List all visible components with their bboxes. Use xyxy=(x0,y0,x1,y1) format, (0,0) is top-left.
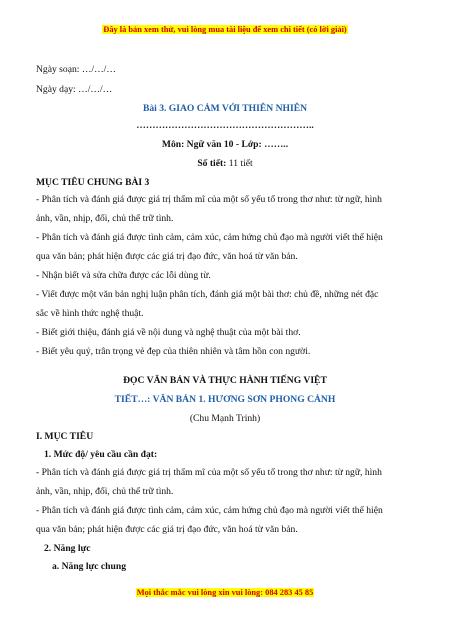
objective-line: - Biết yêu quý, trân trọng vẻ đẹp của thiên nhiên và tâm hồn con người. xyxy=(36,346,311,357)
objective-line: - Viết được một văn bản nghị luận phân tích, đánh giá một bài thơ: chủ đề, những nét đặc xyxy=(36,289,379,300)
objective-line: qua văn bản; phát hiện được các giá trị đạo đức, văn hoá từ văn bản. xyxy=(36,251,298,262)
competency-subheading: 2. Năng lực xyxy=(44,543,91,554)
preview-notice-text: Đây là bản xem thử, vui lòng mua tài liệu để xem chi tiết (có lời giải) xyxy=(103,25,347,34)
section-lesson: TIẾT…: VĂN BẢN 1. HƯƠNG SƠN PHONG CẢNH xyxy=(114,394,336,405)
objectives-heading: MỤC TIÊU CHUNG BÀI 3 xyxy=(36,177,150,188)
prep-date: Ngày soạn: …/…/… xyxy=(36,64,116,75)
objective-line: - Phân tích và đánh giá được tình cảm, cảm xúc, cảm hứng chủ đạo mà người viết thể hiện xyxy=(36,232,383,243)
contact-text: Mọi thắc mắc vui lòng xin vui lòng: 084 283 45 85 xyxy=(136,588,314,597)
objective-line: ảnh, vần, nhịp, đối, chủ thể trữ tình. xyxy=(36,213,174,224)
periods-label: Số tiết: xyxy=(197,158,227,169)
contact-banner xyxy=(0,588,450,597)
requirements-subheading: 1. Mức độ/ yêu cầu cần đạt: xyxy=(44,449,158,460)
objective-line: - Nhận biết và sửa chữa được các lỗi dùng từ. xyxy=(36,270,211,281)
objective-line: sắc về hình thức nghệ thuật. xyxy=(36,308,144,319)
periods-value: 11 tiết xyxy=(226,158,253,169)
general-competency-subheading: a. Năng lực chung xyxy=(52,561,126,572)
requirement-line: ảnh, vần, nhịp, đối, chủ thể trữ tình. xyxy=(36,486,174,497)
dotted-line: ……………………………………………….. xyxy=(136,120,314,131)
goals-heading: I. MỤC TIÊU xyxy=(36,431,94,442)
subject-line: Môn: Ngữ văn 10 - Lớp: …….. xyxy=(161,139,289,150)
preview-notice-banner xyxy=(0,25,450,34)
author: (Chu Mạnh Trinh) xyxy=(189,413,261,424)
objective-line: - Phân tích và đánh giá được giá trị thẩm mĩ của một số yếu tố trong thơ như: từ ngữ, hình xyxy=(36,194,382,205)
lesson-title: Bài 3. GIAO CẢM VỚI THIÊN NHIÊN xyxy=(142,103,308,114)
objective-line: - Biết giới thiệu, đánh giá về nội dung và nghệ thuật của một bài thơ. xyxy=(36,327,301,338)
requirement-line: - Phân tích và đánh giá được tình cảm, cảm xúc, cảm hứng chủ đạo mà người viết thể hiện xyxy=(36,505,383,516)
periods-line xyxy=(0,158,450,170)
teach-date: Ngày dạy: …/…/… xyxy=(36,84,113,95)
requirement-line: qua văn bản; phát hiện được các giá trị đạo đức, văn hoá từ văn bản. xyxy=(36,524,298,535)
section-title: ĐỌC VĂN BẢN VÀ THỰC HÀNH TIẾNG VIỆT xyxy=(123,375,327,386)
requirement-line: - Phân tích và đánh giá được giá trị thẩm mĩ của một số yếu tố trong thơ như: từ ngữ, hình xyxy=(36,467,382,478)
